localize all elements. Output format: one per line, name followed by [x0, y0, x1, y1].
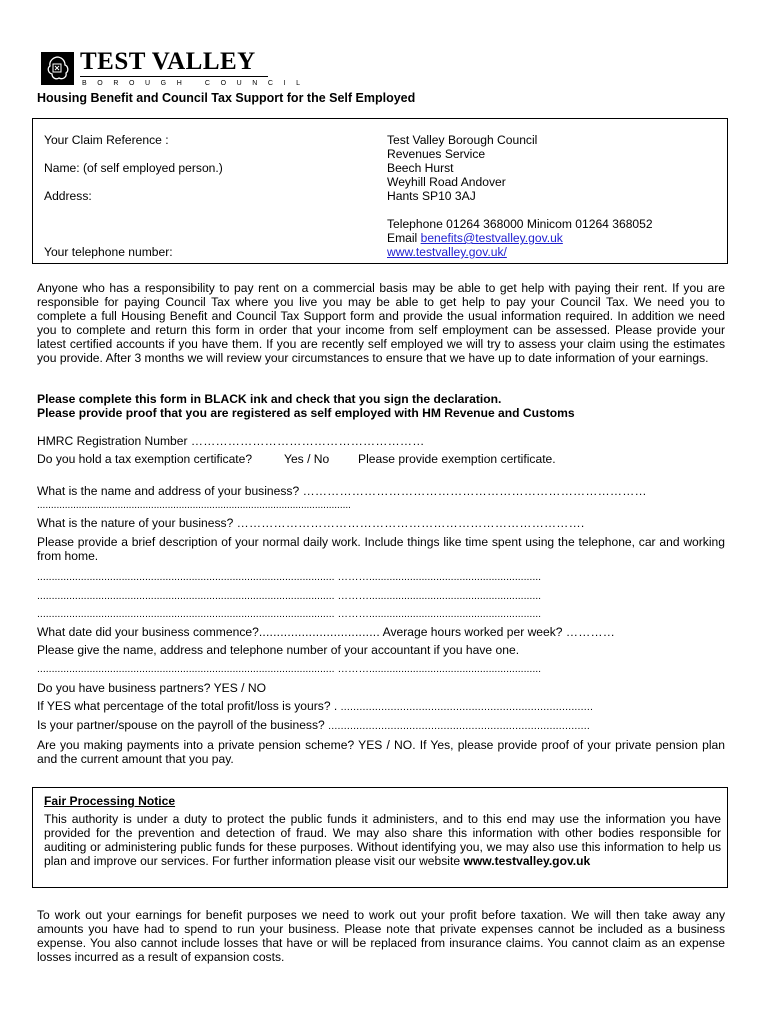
- council-logo-name: TEST VALLEY: [80, 48, 256, 75]
- council-crest-icon: [41, 52, 74, 85]
- council-telephone: Telephone 01264 368000 Minicom 01264 368052: [387, 217, 653, 231]
- council-address-line: Beech Hurst: [387, 161, 454, 175]
- instruction-hmrc-proof: Please provide proof that you are registered as self employed with HM Revenue and Customs: [37, 406, 575, 420]
- hmrc-registration-label: HMRC Registration Number: [37, 434, 188, 448]
- accountant-label: Please give the name, address and telephone number of your accountant if you have one.: [37, 643, 520, 657]
- commence-date-field[interactable]: ..................................: [258, 625, 380, 639]
- council-logo-subtitle: BOROUGH COUNCIL: [82, 80, 311, 87]
- payroll-field[interactable]: ....................................................................................: [328, 720, 590, 732]
- daily-work-field-line[interactable]: ...................................................................................................... ………...........................................................: [37, 608, 542, 620]
- accountant-field[interactable]: ...................................................................................................... ………...........................................................: [37, 663, 542, 675]
- tax-exemption-options[interactable]: Yes / No: [284, 452, 330, 466]
- hours-label: Average hours worked per week?: [382, 625, 563, 639]
- business-partners-question[interactable]: Do you have business partners? YES / NO: [37, 681, 267, 695]
- council-address-line: Test Valley Borough Council: [387, 133, 538, 147]
- intro-paragraph: Anyone who has a responsibility to pay rent on a commercial basis may be able to get help with paying their rent. If you are responsible for paying Council Tax where you live you may be able to get help to pay your Council Tax. We need you to complete a full Housing Benefit and Council Tax Support form and provide the usual information required. In addition we need you to complete and return this form in order that your income from self employment can be assessed. Please provide your latest certified accounts if you have them. If you are recently self employed we will try to assess your claim using the estimates you provide. After 3 months we will review your circumstances to ensure that we have up to date information of your earnings.: [37, 281, 725, 365]
- fair-processing-text: This authority is under a duty to protect the public funds it administers, and to this end may use the information you have provided for the prevention and detection of fraud. We may also share this information with other bodies responsible for auditing or administering public funds for these purposes. Without identifying you, we may also use this information to help us plan and improve our services. For further information please visit our website: [44, 812, 721, 868]
- tax-exemption-label: Do you hold a tax exemption certificate?: [37, 452, 253, 466]
- council-address-line: Revenues Service: [387, 147, 486, 161]
- payroll-label: Is your partner/spouse on the payroll of the business?: [37, 718, 325, 732]
- fair-processing-website[interactable]: www.testvalley.gov.uk: [463, 854, 591, 868]
- address-label: Address:: [44, 189, 92, 203]
- council-email-row: [387, 231, 563, 245]
- daily-work-field-line[interactable]: ...................................................................................................... ………...........................................................: [37, 571, 542, 583]
- logo-divider: [80, 76, 268, 77]
- commence-label: What date did your business commence?: [37, 625, 259, 639]
- percentage-row: [37, 699, 593, 714]
- telephone-label: Your telephone number:: [44, 245, 173, 259]
- fair-processing-title: Fair Processing Notice: [44, 794, 176, 808]
- website-link[interactable]: www.testvalley.gov.uk/: [387, 245, 507, 259]
- pension-question: Are you making payments into a private pension scheme? YES / NO. If Yes, please provide proof of your private pension plan and the current amount that you pay.: [37, 738, 725, 766]
- daily-work-label: Please provide a brief description of your normal daily work. Include things like time spent using the telephone, car and working from home.: [37, 535, 725, 563]
- tax-exemption-row: [37, 452, 252, 466]
- business-nature-row: [37, 516, 584, 530]
- email-prefix: Email: [387, 231, 421, 245]
- daily-work-field-line[interactable]: ...................................................................................................... ………...........................................................: [37, 590, 542, 602]
- page-title: Housing Benefit and Council Tax Support for the Self Employed: [37, 91, 416, 105]
- commence-row: [37, 625, 615, 639]
- council-address-line: Hants SP10 3AJ: [387, 189, 476, 203]
- claim-reference-label: Your Claim Reference :: [44, 133, 169, 147]
- payroll-row: [37, 718, 590, 733]
- hmrc-registration-field[interactable]: …………………………………………………: [190, 434, 425, 448]
- business-nature-field[interactable]: ………………………………………………………………………….: [236, 516, 585, 530]
- business-name-row: [37, 484, 647, 498]
- percentage-label: If YES what percentage of the total profit/loss is yours? .: [37, 699, 338, 713]
- business-name-label: What is the name and address of your business?: [37, 484, 300, 498]
- tax-exemption-note: Please provide exemption certificate.: [358, 452, 556, 466]
- council-website-row: [387, 245, 507, 259]
- council-address-line: Weyhill Road Andover: [387, 175, 506, 189]
- hmrc-registration-row: [37, 434, 425, 448]
- business-name-field[interactable]: …………………………………………………………………………: [302, 484, 647, 498]
- hours-field[interactable]: …………: [565, 625, 616, 639]
- percentage-field[interactable]: .................................................................................: [340, 701, 594, 713]
- business-nature-label: What is the nature of your business?: [37, 516, 234, 530]
- closing-paragraph: To work out your earnings for benefit purposes we need to work out your profit before taxation. We will then take away any amounts you have had to spend to run your business. Please note that private expenses cannot be included as a business expense. You also cannot include losses that have or will be replaced from insurance claims. You cannot claim as an expense losses incurred as a result of expansion costs.: [37, 908, 725, 964]
- business-name-field-line2[interactable]: .................................................................................................................: [37, 500, 351, 511]
- fair-processing-body: [44, 812, 721, 868]
- name-label: Name: (of self employed person.): [44, 161, 223, 175]
- email-link[interactable]: benefits@testvalley.gov.uk: [420, 231, 563, 245]
- instruction-black-ink: Please complete this form in BLACK ink and check that you sign the declaration.: [37, 392, 502, 406]
